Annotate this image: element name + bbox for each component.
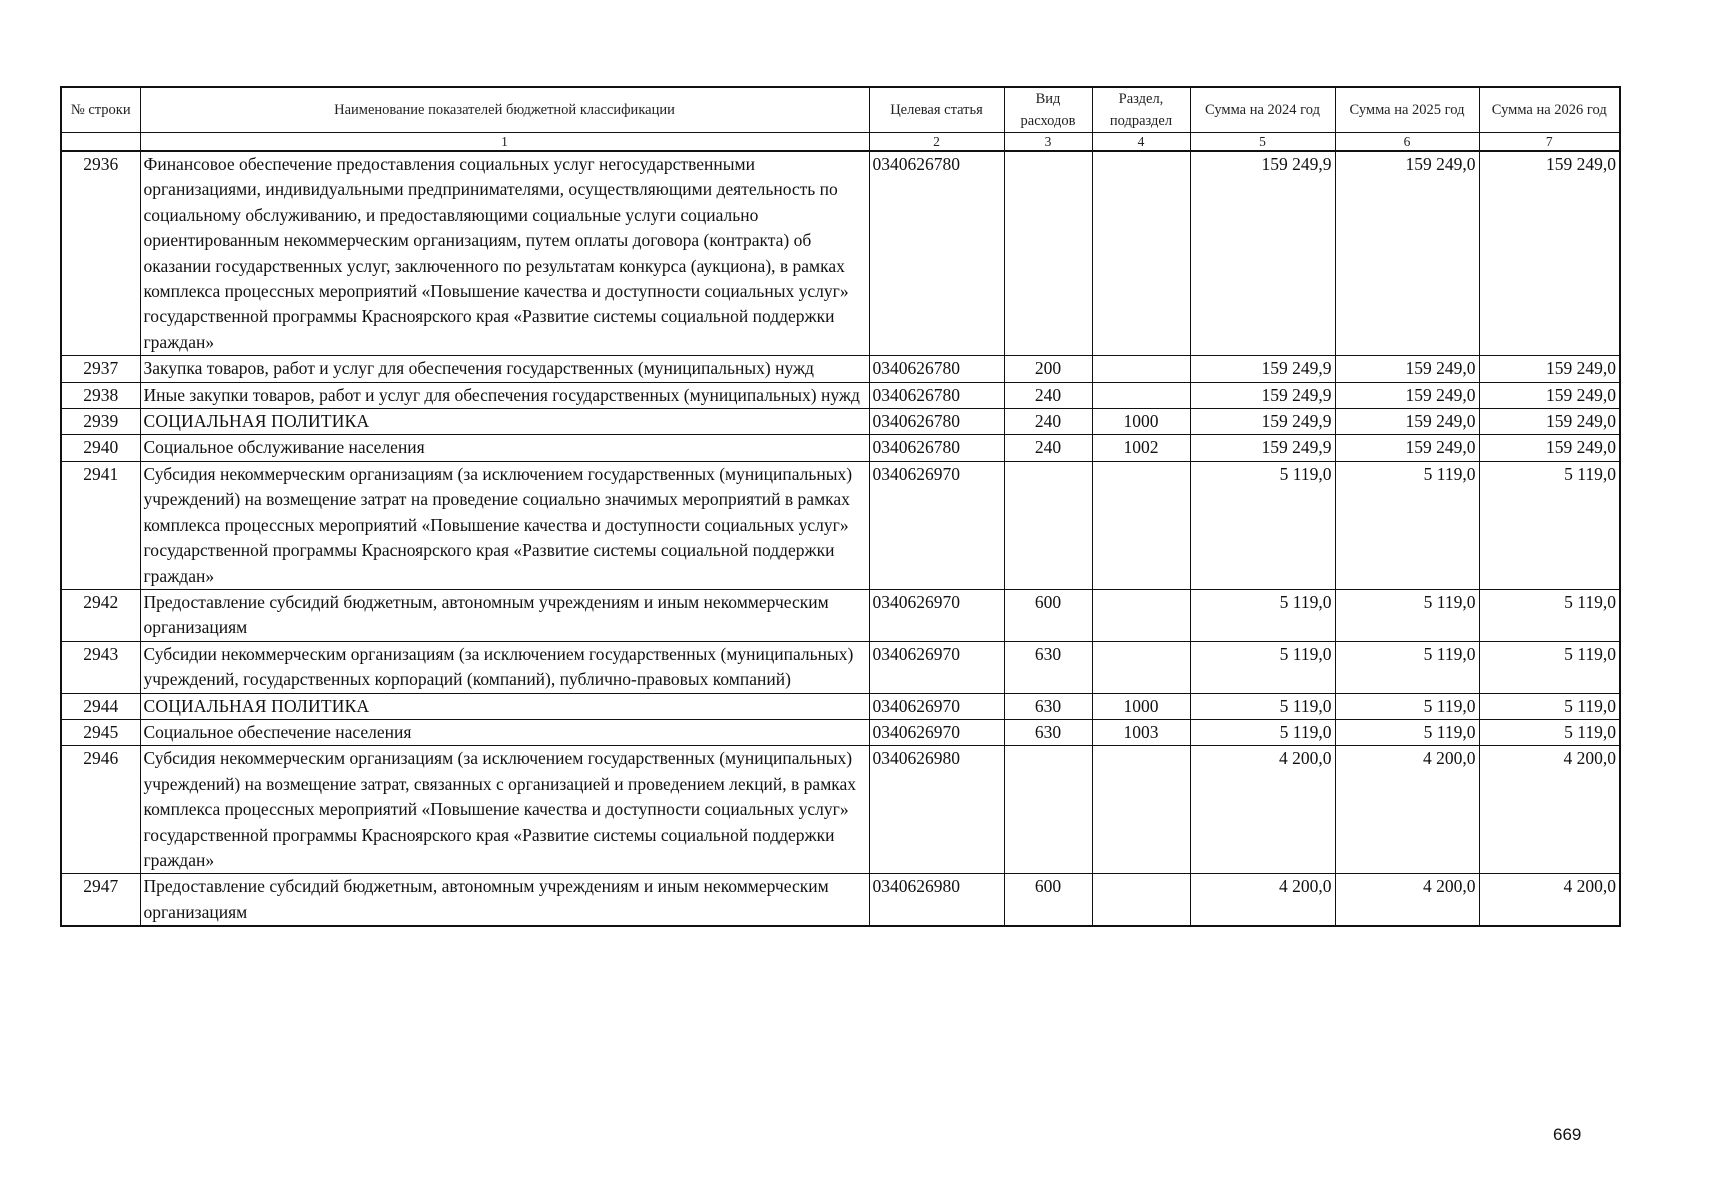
table-row: [61, 356, 1620, 382]
row-expense-kind: 200: [1004, 356, 1092, 382]
row-number: 2945: [61, 719, 140, 745]
row-name: Субсидия некоммерческим организациям (за исключением государственных (муниципальных) учреждений) на возмещение затрат, связанных с организацией и проведением лекций, в рамках комплекса процессных мероприятий «Повышение качества и доступности социальных услуг» государственной программы Красноярского края «Развитие системы социальной поддержки граждан»: [140, 746, 869, 874]
row-target-article: 0340626980: [869, 874, 1004, 926]
row-section: [1092, 356, 1190, 382]
table-body: [61, 151, 1620, 926]
row-expense-kind: 630: [1004, 641, 1092, 693]
row-expense-kind: 600: [1004, 589, 1092, 641]
row-sum-2026: 159 249,0: [1479, 382, 1620, 408]
row-number: 2937: [61, 356, 140, 382]
row-sum-2026: 159 249,0: [1479, 151, 1620, 356]
row-sum-2024: 5 119,0: [1190, 461, 1335, 589]
row-sum-2025: 5 119,0: [1335, 641, 1479, 693]
row-sum-2024: 5 119,0: [1190, 641, 1335, 693]
row-expense-kind: 630: [1004, 719, 1092, 745]
row-number: 2938: [61, 382, 140, 408]
row-section: 1000: [1092, 693, 1190, 719]
column-number: 1: [140, 133, 869, 152]
row-name: Социальное обеспечение населения: [140, 719, 869, 745]
row-sum-2026: 5 119,0: [1479, 693, 1620, 719]
row-number: 2946: [61, 746, 140, 874]
row-section: 1003: [1092, 719, 1190, 745]
row-section: [1092, 461, 1190, 589]
row-sum-2024: 5 119,0: [1190, 719, 1335, 745]
row-number: 2943: [61, 641, 140, 693]
row-target-article: 0340626780: [869, 151, 1004, 356]
row-sum-2026: 159 249,0: [1479, 435, 1620, 461]
row-name: СОЦИАЛЬНАЯ ПОЛИТИКА: [140, 693, 869, 719]
row-target-article: 0340626780: [869, 356, 1004, 382]
table-row: [61, 409, 1620, 435]
row-expense-kind: [1004, 151, 1092, 356]
row-target-article: 0340626780: [869, 435, 1004, 461]
row-name: Предоставление субсидий бюджетным, автономным учреждениям и иным некоммерческим организациям: [140, 874, 869, 926]
row-sum-2026: 159 249,0: [1479, 356, 1620, 382]
row-target-article: 0340626970: [869, 461, 1004, 589]
row-sum-2024: 159 249,9: [1190, 409, 1335, 435]
row-sum-2025: 159 249,0: [1335, 151, 1479, 356]
row-name: Иные закупки товаров, работ и услуг для обеспечения государственных (муниципальных) нужд: [140, 382, 869, 408]
row-number: 2942: [61, 589, 140, 641]
column-number: 3: [1004, 133, 1092, 152]
header-target: Целевая статья: [869, 87, 1004, 133]
row-target-article: 0340626980: [869, 746, 1004, 874]
table-row: [61, 874, 1620, 926]
row-sum-2025: 5 119,0: [1335, 461, 1479, 589]
row-sum-2025: 4 200,0: [1335, 746, 1479, 874]
row-sum-2025: 159 249,0: [1335, 382, 1479, 408]
row-sum-2024: 4 200,0: [1190, 746, 1335, 874]
row-section: [1092, 151, 1190, 356]
row-target-article: 0340626970: [869, 719, 1004, 745]
row-sum-2025: 159 249,0: [1335, 435, 1479, 461]
column-number: 5: [1190, 133, 1335, 152]
row-sum-2024: 159 249,9: [1190, 382, 1335, 408]
row-number: 2940: [61, 435, 140, 461]
column-number-row: [61, 133, 1620, 152]
table-row: [61, 435, 1620, 461]
row-section: [1092, 641, 1190, 693]
row-sum-2025: 159 249,0: [1335, 409, 1479, 435]
row-section: [1092, 746, 1190, 874]
header-sum-2024: Сумма на 2024 год: [1190, 87, 1335, 133]
header-sum-2026: Сумма на 2026 год: [1479, 87, 1620, 133]
row-name: Субсидии некоммерческим организациям (за исключением государственных (муниципальных) учреждений, государственных корпораций (компаний), публично-правовых компаний): [140, 641, 869, 693]
row-name: Закупка товаров, работ и услуг для обеспечения государственных (муниципальных) нужд: [140, 356, 869, 382]
row-target-article: 0340626970: [869, 589, 1004, 641]
page-number: 669: [1553, 1125, 1582, 1144]
row-name: Социальное обслуживание населения: [140, 435, 869, 461]
row-sum-2026: 5 119,0: [1479, 461, 1620, 589]
column-number: 7: [1479, 133, 1620, 152]
row-sum-2026: 5 119,0: [1479, 719, 1620, 745]
table-row: [61, 693, 1620, 719]
row-section: [1092, 382, 1190, 408]
row-target-article: 0340626780: [869, 382, 1004, 408]
column-number: 6: [1335, 133, 1479, 152]
table-row: [61, 382, 1620, 408]
row-name: Финансовое обеспечение предоставления социальных услуг негосударственными организациями, индивидуальными предпринимателями, осуществляющими деятельность по социальному обслуживанию, и предоставляющими социальные услуги социально ориентированным некоммерческим организациям, путем оплаты договора (контракта) об оказании государственных услуг, заключенного по результатам конкурса (аукциона), в рамках комплекса процессных мероприятий «Повышение качества и доступности социальных услуг» государственной программы Красноярского края «Развитие системы социальной поддержки граждан»: [140, 151, 869, 356]
row-sum-2026: 4 200,0: [1479, 746, 1620, 874]
row-target-article: 0340626780: [869, 409, 1004, 435]
row-section: 1002: [1092, 435, 1190, 461]
row-number: 2944: [61, 693, 140, 719]
row-sum-2024: 5 119,0: [1190, 693, 1335, 719]
table-row: [61, 641, 1620, 693]
row-expense-kind: 240: [1004, 382, 1092, 408]
row-sum-2024: 4 200,0: [1190, 874, 1335, 926]
row-expense-kind: 600: [1004, 874, 1092, 926]
header-sum-2025: Сумма на 2025 год: [1335, 87, 1479, 133]
row-name: Предоставление субсидий бюджетным, автономным учреждениям и иным некоммерческим организациям: [140, 589, 869, 641]
header-name: Наименование показателей бюджетной классификации: [140, 87, 869, 133]
table-row: [61, 746, 1620, 874]
header-row: [61, 87, 1620, 133]
row-number: 2939: [61, 409, 140, 435]
row-sum-2026: 159 249,0: [1479, 409, 1620, 435]
row-sum-2025: 159 249,0: [1335, 356, 1479, 382]
row-sum-2025: 5 119,0: [1335, 589, 1479, 641]
table-row: [61, 461, 1620, 589]
column-number: 4: [1092, 133, 1190, 152]
row-sum-2024: 159 249,9: [1190, 356, 1335, 382]
row-expense-kind: 240: [1004, 409, 1092, 435]
row-target-article: 0340626970: [869, 693, 1004, 719]
row-target-article: 0340626970: [869, 641, 1004, 693]
row-name: Субсидия некоммерческим организациям (за исключением государственных (муниципальных) учреждений) на возмещение затрат на проведение социально значимых мероприятий в рамках комплекса процессных мероприятий «Повышение качества и доступности социальных услуг» государственной программы Красноярского края «Развитие системы социальной поддержки граждан»: [140, 461, 869, 589]
row-section: [1092, 874, 1190, 926]
row-number: 2947: [61, 874, 140, 926]
row-sum-2024: 159 249,9: [1190, 435, 1335, 461]
header-kind: Вид расходов: [1004, 87, 1092, 133]
row-sum-2025: 5 119,0: [1335, 693, 1479, 719]
row-sum-2025: 5 119,0: [1335, 719, 1479, 745]
row-section: 1000: [1092, 409, 1190, 435]
row-sum-2026: 5 119,0: [1479, 641, 1620, 693]
row-expense-kind: 240: [1004, 435, 1092, 461]
header-section: Раздел, подраздел: [1092, 87, 1190, 133]
table-row: [61, 719, 1620, 745]
row-expense-kind: [1004, 746, 1092, 874]
row-sum-2025: 4 200,0: [1335, 874, 1479, 926]
row-expense-kind: [1004, 461, 1092, 589]
column-number: 2: [869, 133, 1004, 152]
table-row: [61, 151, 1620, 356]
row-expense-kind: 630: [1004, 693, 1092, 719]
column-number: [61, 133, 140, 152]
row-sum-2026: 4 200,0: [1479, 874, 1620, 926]
header-row-no: № строки: [61, 87, 140, 133]
row-sum-2024: 159 249,9: [1190, 151, 1335, 356]
row-name: СОЦИАЛЬНАЯ ПОЛИТИКА: [140, 409, 869, 435]
budget-classification-table: [60, 86, 1621, 927]
row-number: 2936: [61, 151, 140, 356]
row-number: 2941: [61, 461, 140, 589]
row-sum-2024: 5 119,0: [1190, 589, 1335, 641]
row-section: [1092, 589, 1190, 641]
row-sum-2026: 5 119,0: [1479, 589, 1620, 641]
table-row: [61, 589, 1620, 641]
